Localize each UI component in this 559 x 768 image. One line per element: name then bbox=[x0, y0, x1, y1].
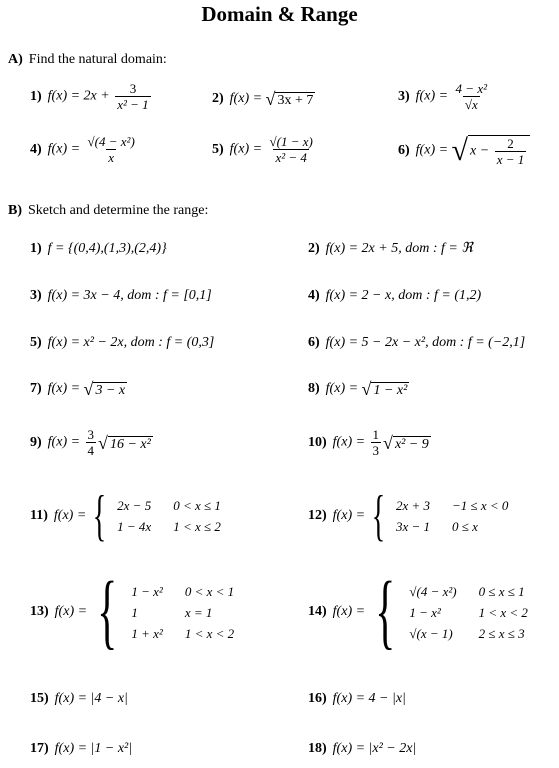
b-item-10: 10) f(x) = $\frac{1}{3}$ √ x² − 9 bbox=[308, 427, 429, 458]
b-item-9: 9) f(x) = $\frac{3}{4}$ √ 16 − x² bbox=[30, 427, 151, 458]
b-item-12: 12) f(x) = { 2x + 3 −1 ≤ x < 0 3x − 1 0 ≤ x bbox=[308, 485, 509, 547]
b-item-17: 17) f(x) = |1 − x²| bbox=[30, 741, 133, 756]
b-item-15: 15) f(x) = |4 − x| bbox=[30, 691, 128, 706]
a-item-4: 4) f(x) = $\frac{\text{√(4 − x²)}}{x}$ bbox=[30, 134, 135, 165]
section-b-heading: B) Sketch and determine the range: bbox=[8, 203, 209, 218]
b-item-16: 16) f(x) = 4 − |x| bbox=[308, 691, 406, 706]
b-item-14: 14) f(x) = { √(4 − x²) 0 ≤ x ≤ 1 1 − x² 1 < x < 2 √(x − 1) 2 ≤ x ≤ 3 bbox=[308, 565, 528, 658]
a-item-5: 5) f(x) = $\frac{√(1 - x)}{\text{x² − 4}}$ bbox=[212, 134, 313, 165]
b-item-2: 2) f(x) = 2x + 5, dom : f = ℜ bbox=[308, 241, 473, 256]
b-item-18: 18) f(x) = |x² − 2x| bbox=[308, 741, 417, 756]
b-item-5: 5) f(x) = x² − 2x, dom : f = (0,3] bbox=[30, 335, 215, 350]
a-item-1: 1) f(x) = 2x + $\frac{3}{\text{x² − 1}}$ bbox=[30, 81, 149, 112]
a-item-6: 6) f(x) = √ x − $\frac{2}{x - 1}$ bbox=[398, 135, 530, 166]
b-item-7: 7) f(x) = √ 3 − x bbox=[30, 379, 126, 399]
section-a-heading: A) Find the natural domain: bbox=[8, 52, 167, 67]
b-item-11: 11) f(x) = { 2x − 5 0 < x ≤ 1 1 − 4x 1 < x ≤ 2 bbox=[30, 485, 221, 547]
b-item-3: 3) f(x) = 3x − 4, dom : f = [0,1] bbox=[30, 288, 212, 303]
b-item-13: 13) f(x) = { 1 − x² 0 < x < 1 1 x = 1 1 + x² 1 < x < 2 bbox=[30, 565, 235, 658]
a-item-3: 3) f(x) = $\frac{\text{4 − x²}}{√x}$ bbox=[398, 81, 487, 112]
b-item-8: 8) f(x) = √ 1 − x² bbox=[308, 379, 408, 399]
page-title: Domain & Range bbox=[201, 2, 358, 26]
b-item-1: 1) f = {(0,4),(1,3),(2,4)} bbox=[30, 241, 167, 256]
b-item-6: 6) f(x) = 5 − 2x − x², dom : f = (−2,1] bbox=[308, 335, 526, 350]
b-item-4: 4) f(x) = 2 − x, dom : f = (1,2) bbox=[308, 288, 482, 303]
a-item-2: 2) f(x) = √ 3x + 7 bbox=[212, 89, 314, 109]
